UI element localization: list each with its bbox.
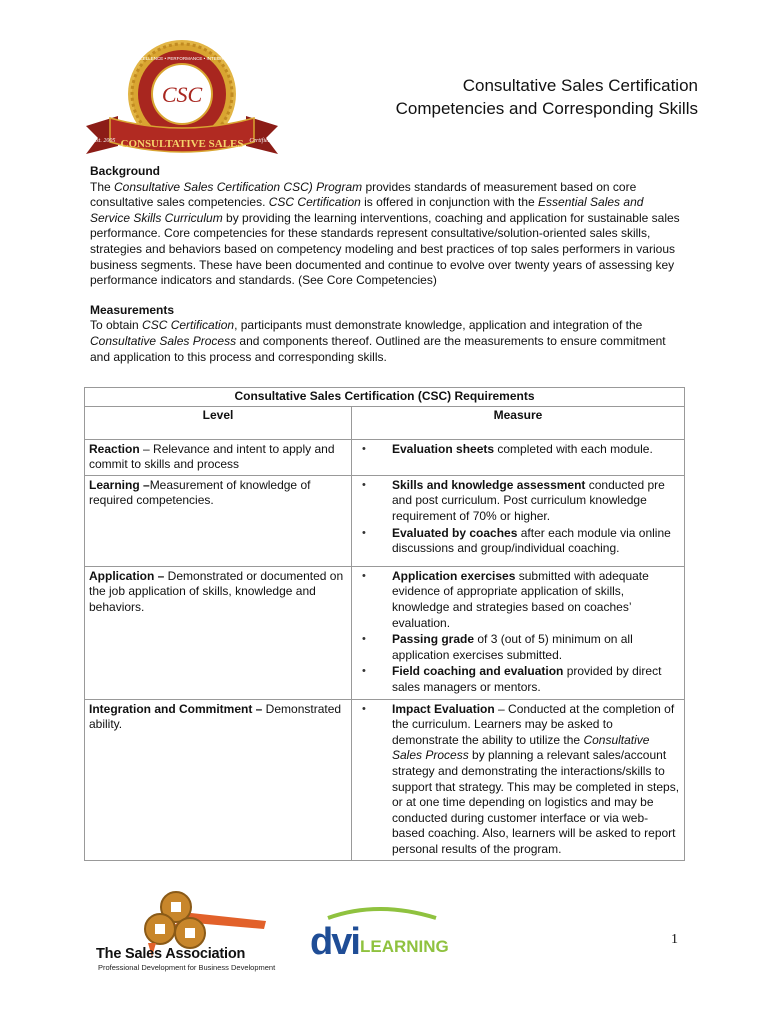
measure-title: Application exercises xyxy=(392,568,516,583)
background-heading: Background xyxy=(90,164,161,178)
background-paragraph xyxy=(90,180,682,289)
measure-cell xyxy=(352,439,685,475)
measure-text-2: by planning a relevant sales/account strategy and demonstrating the interactions/skills to support that strategy. This may be completed in steps, or at one time depending on logistics and may be conducted during customer interface or via web-based coaching. Also, learners will be asked to report personal results of the program. xyxy=(392,748,680,856)
level-description: Measurement of knowledge of required competencies. xyxy=(89,477,311,508)
measure-item xyxy=(392,569,680,631)
bg-text-5: is offered in conjunction with the xyxy=(360,195,539,210)
bg-text-4: CSC Certification xyxy=(268,195,361,210)
measure-italic: Consultative Sales Process xyxy=(392,732,650,763)
requirements-table xyxy=(84,387,685,861)
measure-title: Evaluation sheets xyxy=(392,441,495,456)
measure-item xyxy=(392,526,680,557)
measure-text: of 3 (out of 5) minimum on all application exercises submitted. xyxy=(392,632,633,662)
seal-ribbon-text: CONSULTATIVE SALES xyxy=(120,138,244,150)
measure-cell xyxy=(352,475,685,566)
table-row xyxy=(85,439,685,475)
table-row xyxy=(85,699,685,861)
level-name: Learning – xyxy=(89,477,150,492)
level-cell xyxy=(85,475,352,566)
table-row xyxy=(85,566,685,699)
measure-text: completed with each module. xyxy=(494,441,653,456)
bg-text-6: Essential Sales and Service Skills Curriculum xyxy=(90,195,644,225)
bg-text-3: provides standards of measurement based on core consultative sales competencies. xyxy=(90,179,637,210)
seal-right-tag: Certified xyxy=(249,138,271,144)
measurements-heading: Measurements xyxy=(90,302,175,317)
measure-title: Evaluated by coaches xyxy=(392,525,518,540)
measure-item xyxy=(392,664,680,695)
measure-title: Impact Evaluation xyxy=(392,701,495,716)
ms-text-5: and components thereof. Outlined are the measurements to ensure commitment and application to this process and corresponding skills. xyxy=(90,333,666,364)
measure-title: Skills and knowledge assessment xyxy=(392,477,586,492)
ms-text-1: To obtain xyxy=(90,318,143,333)
level-name: Reaction xyxy=(89,441,140,456)
measure-cell xyxy=(352,566,685,699)
measurements-paragraph xyxy=(90,318,682,365)
column-header-measure: Measure xyxy=(352,406,685,439)
dvi-suffix: LEARNING xyxy=(360,937,449,956)
sales-association-tagline: Professional Development for Business Development xyxy=(98,963,276,972)
measure-text: – Conducted at the completion of the curriculum. Learners may be asked to demonstrate the ability to utilize the xyxy=(392,701,675,747)
measure-title: Passing grade xyxy=(392,632,475,647)
dvi-prefix: dvi xyxy=(310,921,359,963)
measure-item xyxy=(392,478,680,525)
bg-text-1: The xyxy=(90,179,115,194)
seal-left-tag: Est. 2005 xyxy=(92,138,116,144)
level-cell xyxy=(85,699,352,861)
level-description: Demonstrated or documented on the job application of skills, knowledge and behaviors. xyxy=(89,568,344,614)
dvi-swoosh xyxy=(328,909,436,918)
seal-ring-text: EXCELLENCE • PERFORMANCE • INTEGRITY xyxy=(133,56,231,61)
table-row xyxy=(85,475,685,566)
page-number: 1 xyxy=(671,932,678,947)
measure-cell xyxy=(352,699,685,861)
level-description: – Relevance and intent to apply and commit to skills and process xyxy=(89,441,335,472)
measure-item xyxy=(392,632,680,663)
title-line-2: Competencies and Corresponding Skills xyxy=(395,99,698,118)
level-cell xyxy=(85,566,352,699)
column-header-level: Level xyxy=(85,406,352,439)
sales-association-name: The Sales Association xyxy=(96,946,246,962)
measure-item xyxy=(392,702,680,858)
document-body xyxy=(90,164,682,365)
measure-text: conducted pre and post curriculum. Post curriculum knowledge requirement of 70% or higher. xyxy=(392,477,665,523)
level-name: Integration and Commitment – xyxy=(89,701,263,716)
measure-item xyxy=(392,442,680,458)
title-line-1: Consultative Sales Certification xyxy=(462,76,698,95)
table-title: Consultative Sales Certification (CSC) Requirements xyxy=(85,388,685,407)
csc-seal-logo xyxy=(84,38,280,166)
measure-text: provided by direct sales managers or mentors. xyxy=(392,664,662,694)
measure-text: submitted with adequate evidence of appropriate application of skills, knowledge and strategies based on coaches’ evaluation. xyxy=(392,568,649,630)
measure-title: Field coaching and evaluation xyxy=(392,664,564,679)
ms-text-3: , participants must demonstrate knowledge, application and integration of the xyxy=(234,318,643,333)
bg-text-7: by providing the learning interventions, coaching and application for sustainable sales performance. Core competencies for these standards represent consultative/solution-oriented sales skills, strategies and behaviors based on competency modeling and best practices of top sales performers in various business segments. These have been documented and continue to evolve over twenty years of assessing key performance indicators and standards. (See Core Competencies) xyxy=(90,210,680,288)
level-cell xyxy=(85,439,352,475)
seal-center-text: CSC xyxy=(161,82,203,107)
bg-text-2: Consultative Sales Certification CSC) Program xyxy=(114,179,363,194)
measure-text: after each module via online discussions and group/individual coaching. xyxy=(392,525,671,556)
level-description: Demonstrated ability. xyxy=(89,701,342,732)
ms-text-4: Consultative Sales Process xyxy=(90,333,237,348)
level-name: Application – xyxy=(89,568,165,583)
dvi-learning-logo xyxy=(308,906,449,963)
table-header-row xyxy=(85,406,685,439)
ms-text-2: CSC Certification xyxy=(142,318,235,333)
table-title-row xyxy=(85,388,685,407)
document-title xyxy=(396,74,698,120)
